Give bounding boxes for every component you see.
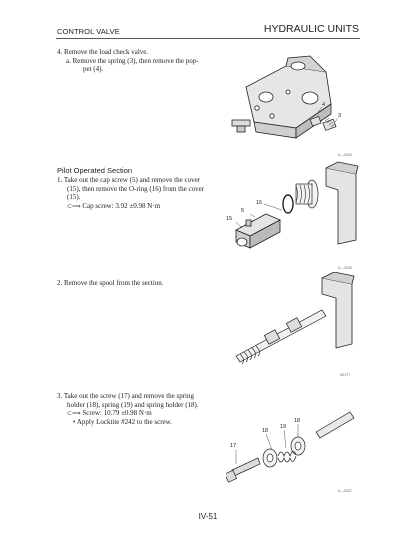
pilot-section-title: Pilot Operated Section — [57, 166, 133, 175]
pilot-line-2: (15), then remove the O-ring (16) from the cover — [67, 184, 205, 193]
callout-15: 15 — [226, 216, 233, 222]
pilot-cover-figure — [226, 160, 366, 270]
callout-5: 5 — [241, 208, 245, 214]
callout-18-right: 18 — [294, 418, 301, 424]
callout-16: 16 — [256, 200, 263, 206]
pilot-line-3: (15). — [67, 193, 81, 201]
step-4-line-3: pet (4). — [83, 65, 104, 73]
page-number: IV-51 — [198, 512, 218, 521]
figure-code-1: ⅠⅠ—3226 — [338, 153, 352, 157]
load-check-valve-figure — [226, 52, 366, 158]
step-3-line-2: holder (18), spring (19) and spring holder (18). — [67, 400, 199, 409]
pilot-line-1: 1. Take out the cap screw (5) and remove the cover — [57, 176, 201, 184]
figure-code-4: ⅠⅠ—3237 — [338, 489, 352, 493]
spring-holder-figure — [226, 392, 366, 502]
step-3-torque-text: Screw: 10.79 ±0.98 N·m — [82, 409, 152, 417]
step-4-line-2: a. Remove the spring (3), then remove the pop- — [66, 56, 199, 65]
step-3-line-1: 3. Take out the screw (17) and remove the spring — [57, 392, 195, 400]
running-header-right: HYDRAULIC UNITS — [263, 23, 359, 35]
callout-4: 4 — [322, 102, 326, 108]
pilot-torque-spec — [67, 202, 160, 212]
figure-code-2: ⅠⅠ—3236 — [338, 266, 352, 270]
step-2-line-1: 2. Remove the spool from the section. — [57, 279, 164, 287]
callout-19: 19 — [280, 424, 287, 430]
torque-wrench-icon: ⊂⟹ — [67, 202, 81, 210]
header-rule — [56, 38, 360, 39]
torque-wrench-icon: ⊂⟹ — [67, 410, 81, 417]
step-3-bullet: • Apply Locktite #242 to the screw. — [73, 417, 173, 426]
callout-18-left: 18 — [262, 428, 269, 434]
callout-3: 3 — [338, 113, 342, 119]
figure-code-3: ⅠⅠ0177 — [340, 373, 351, 377]
running-header-left: CONTROL VALVE — [57, 27, 120, 36]
spool-removal-figure — [226, 272, 366, 376]
step-4-line-1: 4. Remove the load check valve. — [57, 48, 149, 56]
pilot-torque-text: Cap screw: 3.92 ±0.98 N·m — [82, 201, 161, 210]
callout-17: 17 — [230, 443, 237, 449]
